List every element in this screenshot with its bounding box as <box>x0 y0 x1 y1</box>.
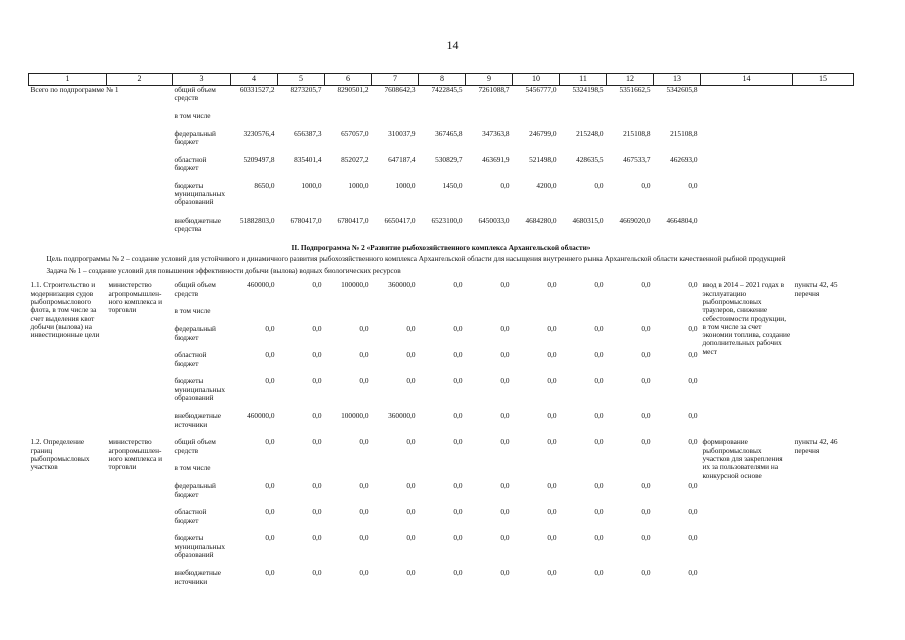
header-col-14: 14 <box>701 74 793 86</box>
funding-value: 0,0 <box>500 507 510 517</box>
funding-value: 462693,0 <box>670 154 698 164</box>
funding-value: 0,0 <box>406 568 416 578</box>
funding-value <box>654 464 701 482</box>
funding-value: 7261088,7 <box>478 85 510 94</box>
funding-value: 0,0 <box>500 280 510 290</box>
funding-value: 0,0 <box>500 411 510 421</box>
funding-value: 0,0 <box>265 437 275 447</box>
funding-value: 0,0 <box>312 376 322 386</box>
funding-value: 0,0 <box>594 507 604 517</box>
header-col-10: 10 <box>513 74 560 86</box>
funding-value <box>372 112 419 130</box>
funding-value: 0,0 <box>547 350 557 360</box>
funding-value: 0,0 <box>641 568 651 578</box>
funding-source: бюджеты муниципальных образований <box>174 533 226 559</box>
funding-value <box>560 112 607 130</box>
funding-value: 0,0 <box>406 324 416 334</box>
funding-value: 0,0 <box>500 324 510 334</box>
funding-value: 360000,0 <box>388 411 416 421</box>
funding-value: 0,0 <box>359 568 369 578</box>
funding-value: 0,0 <box>594 180 604 190</box>
funding-value: 0,0 <box>594 324 604 334</box>
funding-source: внебюджетные источники <box>174 568 222 586</box>
funding-value: 0,0 <box>688 376 698 386</box>
header-row <box>29 74 854 86</box>
funding-value: 657057,0 <box>341 128 369 138</box>
funding-value: 647187,4 <box>388 154 416 164</box>
funding-value: 835401,4 <box>294 154 322 164</box>
funding-value: 0,0 <box>406 533 416 543</box>
measure-link: пункты 42, 46 перечня <box>794 437 838 455</box>
funding-value: 428635,5 <box>576 154 604 164</box>
funding-value <box>607 112 654 130</box>
funding-value <box>325 307 372 325</box>
funding-value: 0,0 <box>265 324 275 334</box>
funding-value: 0,0 <box>688 180 698 190</box>
funding-value <box>513 112 560 130</box>
funding-source: общий объем средств <box>174 85 216 103</box>
funding-value: 0,0 <box>312 437 322 447</box>
funding-value <box>560 307 607 325</box>
funding-value: 215108,8 <box>623 128 651 138</box>
funding-value: 0,0 <box>312 324 322 334</box>
funding-source: в том числе <box>174 110 211 120</box>
funding-value: 0,0 <box>688 437 698 447</box>
funding-value: 60331527,2 <box>239 85 275 94</box>
funding-value: 8273205,7 <box>290 85 322 94</box>
funding-value: 0,0 <box>641 180 651 190</box>
funding-value: 0,0 <box>641 280 651 290</box>
funding-value <box>231 464 278 482</box>
funding-value: 0,0 <box>641 481 651 491</box>
funding-value: 0,0 <box>500 350 510 360</box>
funding-value <box>231 112 278 130</box>
measure-executor: министерство агропромышлен-ного комплекса и торговли <box>108 437 163 472</box>
subprogram2-goal: Цель подпрограммы № 2 – создание условий для устойчивого и динамичного развития рыбохозяйственного комплекса Архангельской области для насыщения внутреннего рынка Архангельской области качественной рыбной продукцией <box>46 253 786 263</box>
funding-value: 0,0 <box>453 411 463 421</box>
table-body <box>29 74 854 596</box>
funding-value: 0,0 <box>547 481 557 491</box>
funding-value: 8650,0 <box>254 180 275 190</box>
funding-value <box>325 112 372 130</box>
funding-value: 5342605,8 <box>666 85 698 94</box>
funding-value: 0,0 <box>453 324 463 334</box>
header-col-9: 9 <box>466 74 513 86</box>
funding-value: 0,0 <box>641 324 651 334</box>
funding-value: 0,0 <box>312 533 322 543</box>
funding-source: общий объем средств <box>174 437 216 455</box>
funding-value: 0,0 <box>594 350 604 360</box>
funding-value: 0,0 <box>594 437 604 447</box>
funding-value: 0,0 <box>453 507 463 517</box>
funding-value: 0,0 <box>265 568 275 578</box>
task1-title: Задача № 1 – создание условий для повышения эффективности добычи (вылова) водных биологических ресурсов <box>46 266 401 276</box>
funding-value: 0,0 <box>688 481 698 491</box>
funding-value: 0,0 <box>312 481 322 491</box>
funding-value <box>325 464 372 482</box>
header-col-11: 11 <box>560 74 607 86</box>
funding-value: 0,0 <box>359 376 369 386</box>
measure-row <box>29 438 854 464</box>
header-col-5: 5 <box>278 74 325 86</box>
funding-value <box>372 464 419 482</box>
funding-value: 0,0 <box>453 350 463 360</box>
funding-value: 0,0 <box>688 280 698 290</box>
header-col-6: 6 <box>325 74 372 86</box>
funding-value <box>607 307 654 325</box>
funding-value: 51882803,0 <box>239 215 275 225</box>
task-row <box>29 267 854 281</box>
funding-source: федеральный бюджет <box>174 324 216 342</box>
funding-value: 0,0 <box>688 324 698 334</box>
funding-source: областной бюджет <box>174 350 207 368</box>
funding-value: 0,0 <box>641 411 651 421</box>
funding-value: 0,0 <box>406 437 416 447</box>
funding-value: 0,0 <box>312 350 322 360</box>
funding-value <box>560 464 607 482</box>
funding-value: 0,0 <box>547 376 557 386</box>
funding-value: 0,0 <box>547 507 557 517</box>
header-col-8: 8 <box>419 74 466 86</box>
funding-value: 0,0 <box>547 437 557 447</box>
funding-value: 8290501,2 <box>337 85 369 94</box>
funding-value: 0,0 <box>359 324 369 334</box>
funding-value: 0,0 <box>594 411 604 421</box>
funding-value: 0,0 <box>500 533 510 543</box>
funding-value: 0,0 <box>453 280 463 290</box>
funding-value: 215248,0 <box>576 128 604 138</box>
funding-value: 0,0 <box>359 507 369 517</box>
funding-value <box>513 464 560 482</box>
funding-value: 246799,0 <box>529 128 557 138</box>
funding-value <box>466 112 513 130</box>
funding-value <box>278 112 325 130</box>
funding-source: внебюджетные источники <box>174 411 222 429</box>
funding-value: 0,0 <box>265 350 275 360</box>
funding-value: 347363,8 <box>482 128 510 138</box>
funding-value: 521498,0 <box>529 154 557 164</box>
funding-value: 0,0 <box>406 350 416 360</box>
funding-value: 467533,7 <box>623 154 651 164</box>
funding-value: 310037,9 <box>388 128 416 138</box>
header-col-3: 3 <box>173 74 231 86</box>
measure-name: 1.1. Строительство и модернизация судов рыбопромыслового флота, в том числе за счет выделения квот добычи (вылова) на инвестиционные цели <box>30 280 100 340</box>
funding-value <box>278 307 325 325</box>
measure-result: ввод в 2014 – 2021 годах в эксплуатацию рыбопромысловых траулеров, снижение себестоимости продукции, в том числе за счет экономии топлива, создание дополнительных рабочих мест <box>702 280 791 356</box>
funding-value: 6450033,0 <box>478 215 510 225</box>
funding-source: областной бюджет <box>174 154 207 172</box>
funding-source: федеральный бюджет <box>174 128 216 146</box>
funding-value: 0,0 <box>594 481 604 491</box>
header-col-15: 15 <box>793 74 854 86</box>
header-col-2: 2 <box>107 74 173 86</box>
funding-value: 0,0 <box>547 324 557 334</box>
funding-value: 460000,0 <box>247 280 275 290</box>
funding-value: 215108,8 <box>670 128 698 138</box>
funding-value: 530829,7 <box>435 154 463 164</box>
funding-value: 656387,3 <box>294 128 322 138</box>
funding-value: 0,0 <box>641 376 651 386</box>
funding-value: 463691,9 <box>482 154 510 164</box>
funding-value: 0,0 <box>547 533 557 543</box>
funding-value: 0,0 <box>594 533 604 543</box>
funding-value: 0,0 <box>265 481 275 491</box>
funding-value: 0,0 <box>453 376 463 386</box>
funding-value: 6650417,0 <box>384 215 416 225</box>
funding-value: 0,0 <box>453 533 463 543</box>
funding-value: 0,0 <box>688 568 698 578</box>
funding-value: 4664804,0 <box>666 215 698 225</box>
measure-result: формирование рыбопромысловых участков для закрепления их за пользователями на конкурсной основе <box>702 437 783 480</box>
funding-source: бюджеты муниципальных образований <box>174 180 226 207</box>
funding-source: в том числе <box>174 463 211 473</box>
funding-value: 5324198,5 <box>572 85 604 94</box>
funding-value: 0,0 <box>641 533 651 543</box>
funding-value <box>654 307 701 325</box>
funding-value: 100000,0 <box>341 411 369 421</box>
total-result-empty <box>701 86 793 243</box>
header-col-13: 13 <box>654 74 701 86</box>
program-funding-table <box>28 73 854 595</box>
funding-value: 5209497,8 <box>243 154 275 164</box>
funding-value: 6780417,0 <box>290 215 322 225</box>
measure-executor: министерство агропромышлен-ного комплекса и торговли <box>108 280 163 315</box>
funding-value <box>466 307 513 325</box>
funding-value: 0,0 <box>265 376 275 386</box>
funding-value: 0,0 <box>359 533 369 543</box>
funding-value: 1000,0 <box>301 180 322 190</box>
funding-value: 0,0 <box>547 280 557 290</box>
funding-value: 5351662,5 <box>619 85 651 94</box>
funding-source: федеральный бюджет <box>174 481 216 499</box>
funding-value: 0,0 <box>500 180 510 190</box>
funding-value: 7608642,3 <box>384 85 416 94</box>
subprogram-title-row <box>29 243 854 255</box>
header-col-4: 4 <box>231 74 278 86</box>
funding-value <box>513 307 560 325</box>
funding-value <box>278 464 325 482</box>
header-col-7: 7 <box>372 74 419 86</box>
funding-value: 0,0 <box>641 437 651 447</box>
funding-value: 0,0 <box>594 280 604 290</box>
funding-value: 0,0 <box>594 376 604 386</box>
funding-source: внебюджетные средства <box>174 215 222 233</box>
funding-value: 0,0 <box>312 568 322 578</box>
funding-value: 0,0 <box>547 411 557 421</box>
measure-name: 1.2. Определение границ рыбопромысловых участков <box>30 437 90 472</box>
funding-value: 0,0 <box>594 568 604 578</box>
funding-value: 0,0 <box>453 481 463 491</box>
total-label: Всего по подпрограмме № 1 <box>30 85 119 94</box>
funding-source: в том числе <box>174 306 211 316</box>
funding-source: бюджеты муниципальных образований <box>174 376 226 402</box>
funding-value: 0,0 <box>500 437 510 447</box>
funding-value <box>419 112 466 130</box>
funding-value: 0,0 <box>406 507 416 517</box>
funding-value: 100000,0 <box>341 280 369 290</box>
funding-value: 360000,0 <box>388 280 416 290</box>
funding-value: 0,0 <box>500 481 510 491</box>
funding-value: 0,0 <box>688 350 698 360</box>
funding-value: 4669020,0 <box>619 215 651 225</box>
funding-value: 0,0 <box>453 437 463 447</box>
funding-value: 6780417,0 <box>337 215 369 225</box>
funding-value: 4680315,0 <box>572 215 604 225</box>
funding-value: 0,0 <box>406 376 416 386</box>
funding-value: 6523100,0 <box>431 215 463 225</box>
funding-value: 367465,8 <box>435 128 463 138</box>
funding-value: 1000,0 <box>348 180 369 190</box>
funding-value: 1450,0 <box>442 180 463 190</box>
funding-value: 0,0 <box>312 411 322 421</box>
funding-value: 7422845,5 <box>431 85 463 94</box>
header-col-1: 1 <box>29 74 107 86</box>
funding-value: 0,0 <box>359 481 369 491</box>
funding-value: 1000,0 <box>395 180 416 190</box>
funding-value: 0,0 <box>359 437 369 447</box>
funding-value: 0,0 <box>688 411 698 421</box>
funding-value <box>419 307 466 325</box>
funding-value: 0,0 <box>312 280 322 290</box>
funding-value: 3230576,4 <box>243 128 275 138</box>
funding-value: 852027,2 <box>341 154 369 164</box>
funding-source: общий объем средств <box>174 280 216 298</box>
funding-value: 0,0 <box>547 568 557 578</box>
funding-value: 4200,0 <box>536 180 557 190</box>
page-number: 14 <box>446 38 459 52</box>
funding-value <box>607 464 654 482</box>
funding-value: 0,0 <box>453 568 463 578</box>
total-link-empty <box>793 86 854 243</box>
funding-value: 0,0 <box>500 568 510 578</box>
header-col-12: 12 <box>607 74 654 86</box>
funding-value <box>372 307 419 325</box>
funding-value: 0,0 <box>688 533 698 543</box>
funding-value: 0,0 <box>406 481 416 491</box>
funding-value <box>654 112 701 130</box>
funding-value: 460000,0 <box>247 411 275 421</box>
funding-value: 0,0 <box>265 533 275 543</box>
funding-value: 5456777,0 <box>525 85 557 94</box>
subprogram2-title: II. Подпрограмма № 2 «Развитие рыбохозяйственного комплекса Архангельской области» <box>291 242 591 252</box>
measure-row <box>29 281 854 307</box>
funding-value: 0,0 <box>500 376 510 386</box>
funding-value <box>466 464 513 482</box>
funding-source: областной бюджет <box>174 507 207 525</box>
funding-value: 0,0 <box>641 507 651 517</box>
program-table-container <box>28 73 853 595</box>
funding-value: 4684280,0 <box>525 215 557 225</box>
funding-value <box>231 307 278 325</box>
funding-value: 0,0 <box>641 350 651 360</box>
funding-value: 0,0 <box>265 507 275 517</box>
funding-value: 0,0 <box>688 507 698 517</box>
funding-value <box>419 464 466 482</box>
funding-value: 0,0 <box>312 507 322 517</box>
funding-value: 0,0 <box>359 350 369 360</box>
measure-link: пункты 42, 45 перечня <box>794 280 838 298</box>
total-row <box>29 86 854 112</box>
